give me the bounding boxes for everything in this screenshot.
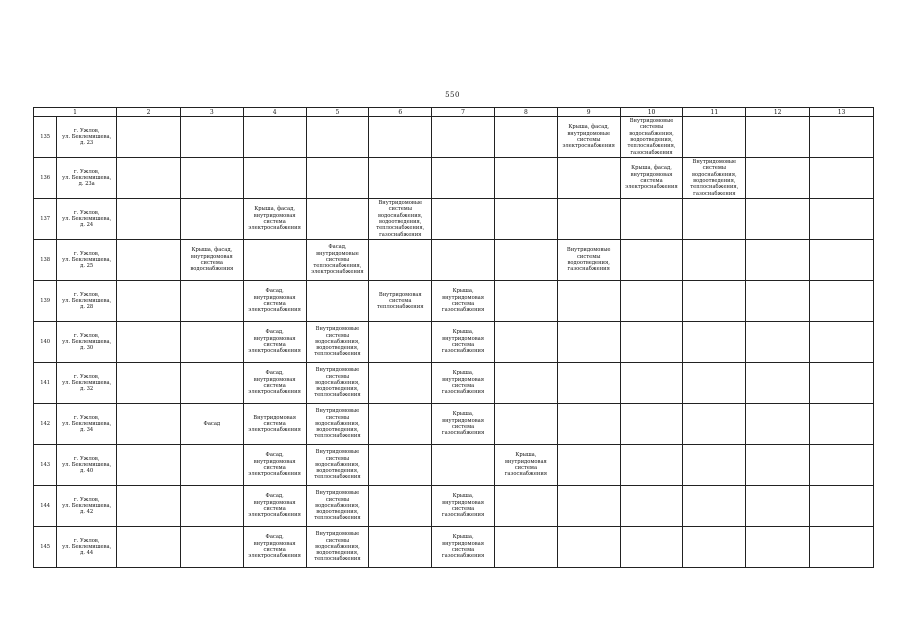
table-row — [34, 363, 874, 404]
work-cell — [306, 158, 369, 199]
work-cell — [432, 240, 495, 281]
column-header: 1 — [34, 108, 117, 117]
work-cell — [620, 404, 683, 445]
column-header: 6 — [369, 108, 432, 117]
work-cell — [746, 322, 810, 363]
work-cell — [369, 486, 432, 527]
work-cell — [557, 322, 620, 363]
table-row — [34, 158, 874, 199]
work-cell — [494, 322, 557, 363]
work-cell — [810, 363, 874, 404]
work-cell — [683, 404, 746, 445]
work-cell: Фасад, внутридомовая система электроснабжения — [243, 486, 306, 527]
work-cell — [810, 240, 874, 281]
work-cell: Крыша, внутридомовая система газоснабжения — [432, 363, 495, 404]
work-cell — [180, 281, 243, 322]
work-cell: Крыша, фасад, внутридомовая система электроснабжения — [620, 158, 683, 199]
work-cell — [494, 363, 557, 404]
work-cell — [620, 322, 683, 363]
schedule-table — [33, 107, 874, 568]
row-number: 140 — [34, 322, 57, 363]
work-cell — [810, 158, 874, 199]
row-number: 138 — [34, 240, 57, 281]
work-cell — [117, 363, 181, 404]
work-cell — [810, 404, 874, 445]
work-cell — [180, 117, 243, 158]
work-cell: Крыша, внутридомовая система газоснабжения — [432, 404, 495, 445]
row-number: 145 — [34, 527, 57, 568]
work-cell — [746, 486, 810, 527]
work-cell: Внутридомовые системы водоснабжения, водоотведения, теплоснабжения, газоснабжения — [683, 158, 746, 199]
work-cell — [557, 199, 620, 240]
work-cell — [557, 363, 620, 404]
work-cell — [810, 322, 874, 363]
work-cell — [683, 199, 746, 240]
work-cell: Внутридомовые системы водоснабжения, водоотведения, теплоснабжения, газоснабжения — [369, 199, 432, 240]
address-cell: г. Ужлов, ул. Беклемишева, д. 34 — [57, 404, 117, 445]
work-cell: Фасад — [180, 404, 243, 445]
work-cell — [369, 445, 432, 486]
work-cell — [494, 404, 557, 445]
work-cell: Крыша, внутридомовая система газоснабжения — [494, 445, 557, 486]
address-cell: г. Ужлов, ул. Беклемишева, д. 32 — [57, 363, 117, 404]
table-row — [34, 199, 874, 240]
work-cell — [494, 527, 557, 568]
table-row — [34, 240, 874, 281]
column-header: 11 — [683, 108, 746, 117]
work-cell — [369, 322, 432, 363]
work-cell — [557, 486, 620, 527]
work-cell — [117, 158, 181, 199]
row-number: 141 — [34, 363, 57, 404]
work-cell — [746, 363, 810, 404]
work-cell: Внутридомовые системы водоснабжения, водоотведения, теплоснабжения — [306, 527, 369, 568]
work-cell — [810, 281, 874, 322]
work-cell — [180, 199, 243, 240]
work-cell — [620, 240, 683, 281]
work-cell — [180, 527, 243, 568]
work-cell: Крыша, фасад, внутридомовая система электроснабжения — [243, 199, 306, 240]
work-cell — [557, 527, 620, 568]
work-cell: Фасад, внутридомовая система электроснабжения — [243, 281, 306, 322]
row-number: 139 — [34, 281, 57, 322]
work-cell: Фасад, внутридомовые системы теплоснабжения, электроснабжения — [306, 240, 369, 281]
work-cell — [620, 445, 683, 486]
work-cell — [683, 363, 746, 404]
work-cell — [683, 486, 746, 527]
table-body — [34, 108, 874, 568]
work-cell — [180, 363, 243, 404]
work-cell — [306, 199, 369, 240]
work-cell — [746, 199, 810, 240]
work-cell — [810, 199, 874, 240]
work-cell — [620, 363, 683, 404]
column-header: 2 — [117, 108, 181, 117]
work-cell — [620, 486, 683, 527]
table-row — [34, 486, 874, 527]
address-cell: г. Ужлов, ул. Беклемишева, д. 44 — [57, 527, 117, 568]
work-cell — [117, 117, 181, 158]
row-number: 142 — [34, 404, 57, 445]
work-cell — [620, 281, 683, 322]
work-cell — [683, 240, 746, 281]
work-cell — [810, 445, 874, 486]
work-cell — [746, 527, 810, 568]
work-cell: Внутридомовые системы водоснабжения, водоотведения, теплоснабжения, газоснабжения — [620, 117, 683, 158]
column-header: 8 — [494, 108, 557, 117]
work-cell — [180, 322, 243, 363]
row-number: 137 — [34, 199, 57, 240]
work-cell — [369, 240, 432, 281]
work-cell — [810, 486, 874, 527]
work-cell — [117, 281, 181, 322]
work-cell — [117, 404, 181, 445]
work-cell — [369, 527, 432, 568]
work-cell — [306, 117, 369, 158]
work-cell — [180, 445, 243, 486]
work-cell — [180, 486, 243, 527]
work-cell — [494, 199, 557, 240]
work-cell: Внутридомовые системы водоснабжения, водоотведения, теплоснабжения — [306, 404, 369, 445]
work-cell — [494, 240, 557, 281]
work-cell — [810, 527, 874, 568]
work-cell — [494, 281, 557, 322]
work-cell — [432, 117, 495, 158]
work-cell — [683, 322, 746, 363]
work-cell — [746, 281, 810, 322]
work-cell: Фасад, внутридомовая система электроснабжения — [243, 445, 306, 486]
work-cell — [494, 158, 557, 199]
work-cell: Крыша, внутридомовая система газоснабжения — [432, 322, 495, 363]
work-cell: Внутридомовая система теплоснабжения — [369, 281, 432, 322]
address-cell: г. Ужлов, ул. Беклемишева, д. 28 — [57, 281, 117, 322]
work-cell: Крыша, фасад, внутридомовая система водоснабжения — [180, 240, 243, 281]
work-cell: Фасад, внутридомовая система электроснабжения — [243, 527, 306, 568]
work-cell: Крыша, внутридомовая система газоснабжения — [432, 486, 495, 527]
work-cell — [243, 158, 306, 199]
row-number: 135 — [34, 117, 57, 158]
table-row — [34, 117, 874, 158]
page-number: 550 — [445, 91, 460, 99]
work-cell: Крыша, фасад, внутридомовые системы электроснабжения — [557, 117, 620, 158]
table-row — [34, 445, 874, 486]
address-cell: г. Ужлов, ул. Беклемишева, д. 24 — [57, 199, 117, 240]
work-cell — [683, 117, 746, 158]
work-cell — [432, 445, 495, 486]
work-cell: Фасад, внутридомовая система электроснабжения — [243, 322, 306, 363]
work-cell: Внутридомовые системы водоснабжения, водоотведения, теплоснабжения — [306, 486, 369, 527]
work-cell: Внутридомовые системы водоотведения, газоснабжения — [557, 240, 620, 281]
work-cell — [810, 117, 874, 158]
work-cell — [746, 158, 810, 199]
work-cell: Внутридомовые системы водоснабжения, водоотведения, теплоснабжения — [306, 363, 369, 404]
column-header: 13 — [810, 108, 874, 117]
work-cell — [557, 158, 620, 199]
column-header: 9 — [557, 108, 620, 117]
row-number: 136 — [34, 158, 57, 199]
address-cell: г. Ужлов, ул. Беклемишева, д. 30 — [57, 322, 117, 363]
column-header: 10 — [620, 108, 683, 117]
table-row — [34, 281, 874, 322]
work-cell — [117, 445, 181, 486]
work-cell — [369, 404, 432, 445]
work-cell — [746, 240, 810, 281]
work-cell — [683, 281, 746, 322]
column-header: 7 — [432, 108, 495, 117]
work-cell: Фасад, внутридомовая система электроснабжения — [243, 363, 306, 404]
address-cell: г. Ужлов, ул. Беклемишева, д. 40 — [57, 445, 117, 486]
work-cell — [557, 404, 620, 445]
work-cell — [494, 117, 557, 158]
work-cell — [117, 486, 181, 527]
work-cell — [557, 445, 620, 486]
address-cell: г. Ужлов, ул. Беклемишева, д. 23а — [57, 158, 117, 199]
work-cell — [746, 117, 810, 158]
work-cell — [683, 527, 746, 568]
column-header: 12 — [746, 108, 810, 117]
work-cell — [683, 445, 746, 486]
work-cell — [369, 158, 432, 199]
work-cell: Крыша, внутридомовая система газоснабжения — [432, 281, 495, 322]
table-row — [34, 404, 874, 445]
table-row — [34, 527, 874, 568]
work-cell — [117, 199, 181, 240]
work-cell — [746, 404, 810, 445]
address-cell: г. Ужлов, ул. Беклемишева, д. 23 — [57, 117, 117, 158]
work-cell — [369, 363, 432, 404]
work-cell — [306, 281, 369, 322]
work-cell — [117, 240, 181, 281]
table-row — [34, 322, 874, 363]
work-cell — [557, 281, 620, 322]
work-cell — [243, 240, 306, 281]
work-cell: Крыша, внутридомовая система газоснабжения — [432, 527, 495, 568]
header-row — [34, 108, 874, 117]
row-number: 144 — [34, 486, 57, 527]
work-cell — [243, 117, 306, 158]
row-number: 143 — [34, 445, 57, 486]
work-cell — [369, 117, 432, 158]
column-header: 5 — [306, 108, 369, 117]
work-cell — [620, 527, 683, 568]
work-cell — [432, 199, 495, 240]
work-cell — [117, 527, 181, 568]
work-cell: Внутридомовые системы водоснабжения, водоотведения, теплоснабжения — [306, 445, 369, 486]
work-cell: Внутридомовые системы водоснабжения, водоотведения, теплоснабжения — [306, 322, 369, 363]
address-cell: г. Ужлов, ул. Беклемишева, д. 42 — [57, 486, 117, 527]
work-cell — [620, 199, 683, 240]
column-header: 4 — [243, 108, 306, 117]
work-cell: Внутридомовая система электроснабжения — [243, 404, 306, 445]
work-cell — [746, 445, 810, 486]
work-cell — [432, 158, 495, 199]
work-cell — [494, 486, 557, 527]
work-cell — [117, 322, 181, 363]
column-header: 3 — [180, 108, 243, 117]
address-cell: г. Ужлов, ул. Беклемишева, д. 25 — [57, 240, 117, 281]
work-cell — [180, 158, 243, 199]
